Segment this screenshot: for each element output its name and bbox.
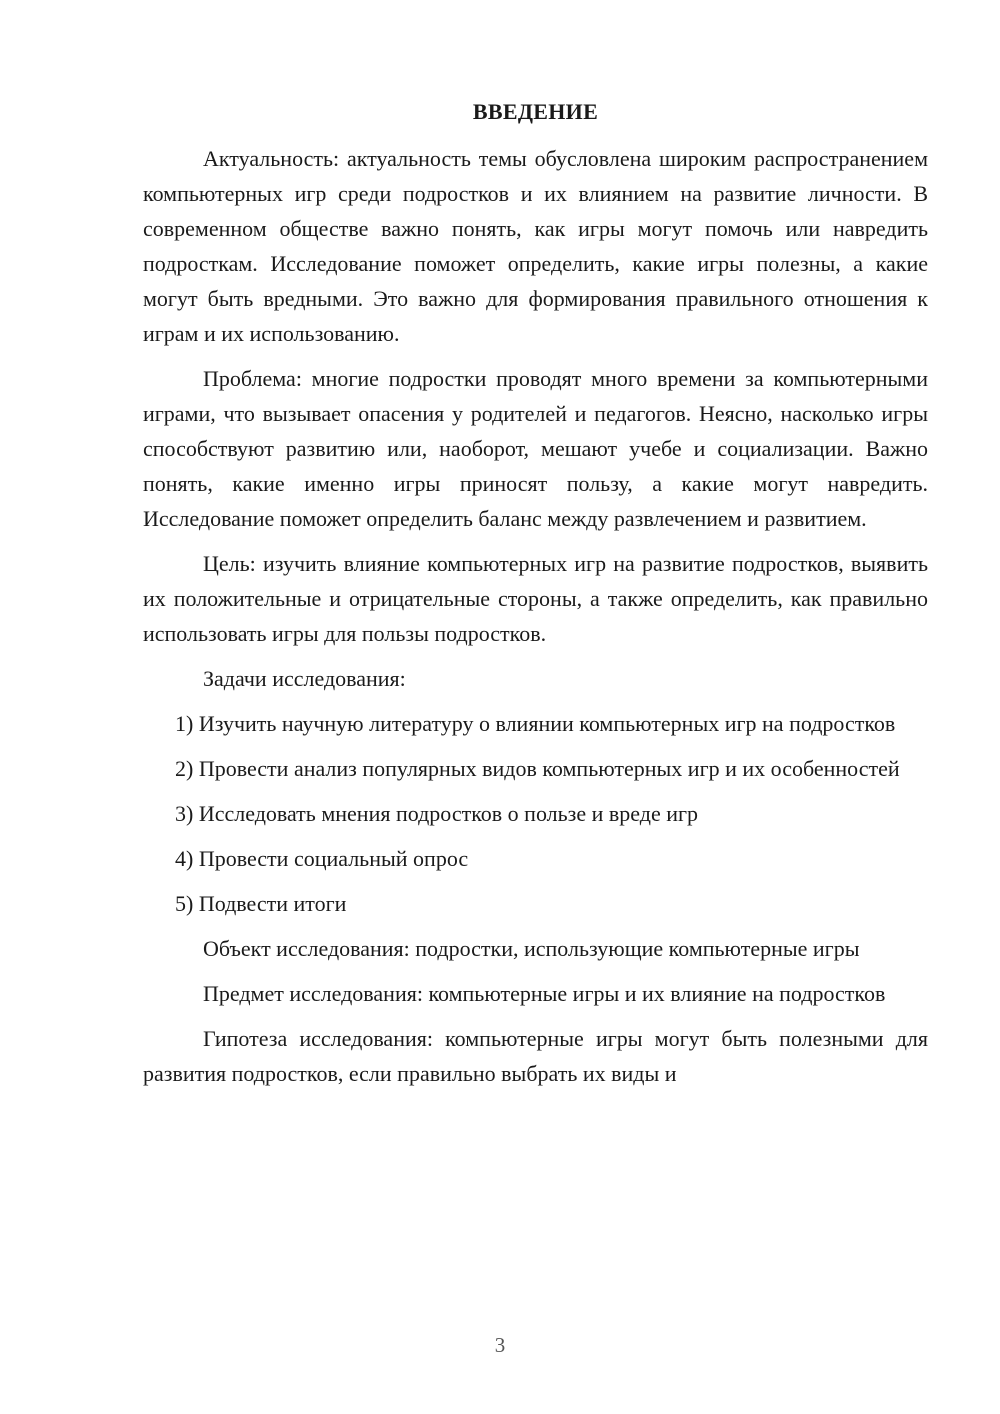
page-number: 3 bbox=[494, 1333, 506, 1357]
task-item-4: 4) Провести социальный опрос bbox=[175, 846, 469, 871]
paragraph-subject: Предмет исследования: компьютерные игры и их влияние на подростков bbox=[203, 981, 886, 1006]
paragraph-object: Объект исследования: подростки, использующие компьютерные игры bbox=[203, 936, 860, 961]
task-item-3: 3) Исследовать мнения подростков о пользе и вреде игр bbox=[175, 801, 699, 826]
task-item-5: 5) Подвести итоги bbox=[175, 891, 347, 916]
task-item-1: 1) Изучить научную литературу о влиянии компьютерных игр на подростков bbox=[175, 711, 896, 736]
document-page bbox=[143, 94, 928, 1101]
section-title: ВВЕДЕНИЕ bbox=[472, 99, 599, 124]
paragraph-hypothesis: Гипотеза исследования: компьютерные игры могут быть полезными для развития подростков, если правильно выбрать их виды и bbox=[143, 1026, 928, 1086]
paragraph-goal: Цель: изучить влияние компьютерных игр на развитие подростков, выявить их положительные и отрицательные стороны, а также определить, как правильно использовать игры для пользы подростков. bbox=[143, 551, 928, 646]
paragraph-tasks-heading: Задачи исследования: bbox=[203, 666, 406, 691]
task-item-2: 2) Провести анализ популярных видов компьютерных игр и их особенностей bbox=[175, 756, 900, 781]
paragraph-problem: Проблема: многие подростки проводят много времени за компьютерными играми, что вызывает опасения у родителей и педагогов. Неясно, насколько игры способствуют развитию или, наоборот, мешают учебе и социализации. Важно понять, какие именно игры приносят пользу, а какие могут навредить. Исследование поможет определить баланс между развлечением и развитием. bbox=[143, 366, 928, 531]
paragraph-relevance: Актуальность: актуальность темы обусловлена широким распространением компьютерных игр среди подростков и их влиянием на развитие личности. В современном обществе важно понять, как игры могут помочь или навредить подросткам. Исследование поможет определить, какие игры полезны, а какие могут быть вредными. Это важно для формирования правильного отношения к играм и их использованию. bbox=[143, 146, 928, 346]
